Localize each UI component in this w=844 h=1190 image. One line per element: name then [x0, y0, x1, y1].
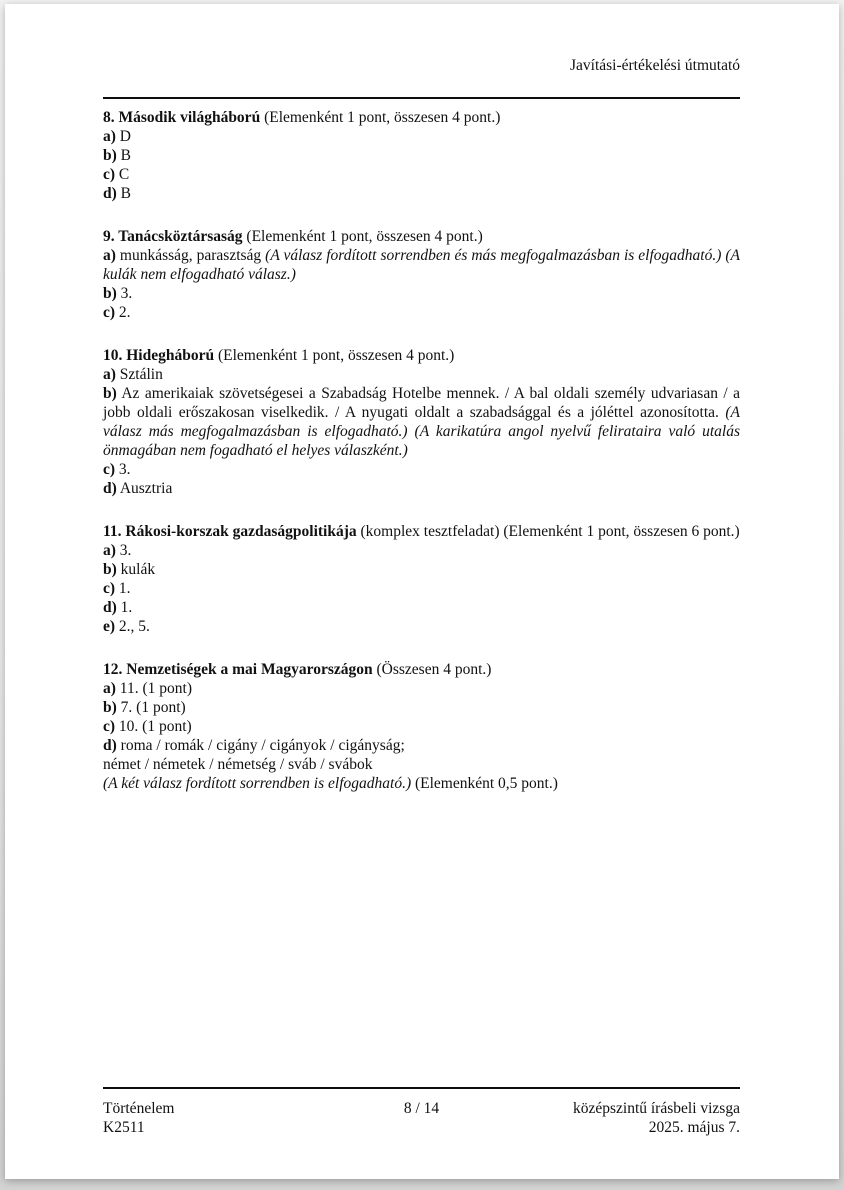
text-run: b) [103, 147, 117, 164]
answer-line [103, 284, 740, 303]
text-run: D [115, 128, 131, 145]
text-run: e) [103, 618, 116, 635]
answer-line [103, 165, 740, 184]
section-heading [103, 660, 740, 679]
text-run: munkásság, parasztság [115, 247, 266, 264]
text-run: német / németek / németség / sváb / svábok [103, 756, 373, 773]
section-9-tanacskoztarsasag [103, 227, 740, 322]
text-run: (A két válasz fordított sorrendben is elfogadható.) [103, 775, 412, 792]
text-run: C [115, 166, 130, 183]
footer-columns [103, 1089, 740, 1137]
text-run: (A válasz más megfogalmazásban is elfogadható.) (A karikatúra angol nyelvű felirataira való utalás önmagában nem fogadható el helyes válaszként.) [103, 404, 740, 459]
text-run: d) [103, 599, 117, 616]
text-run: b) [103, 385, 117, 402]
text-run: 11. Rákosi-korszak gazdaságpolitikája [103, 523, 357, 540]
text-run: c) [103, 461, 116, 478]
text-run: B [116, 185, 132, 202]
text-run: 2. [115, 304, 131, 321]
text-run: 8. Második világháború [103, 109, 261, 126]
header-right-label: Javítási-értékelési útmutató [569, 57, 740, 74]
answer-line [103, 598, 740, 617]
text-run: a) [103, 128, 116, 145]
text-run: c) [103, 304, 116, 321]
answer-line [103, 246, 740, 284]
section-heading [103, 108, 740, 127]
text-run: (Elemenként 0,5 pont.) [411, 775, 558, 792]
footer-page-number: 8 / 14 [403, 1100, 440, 1117]
text-run: d) [103, 737, 117, 754]
text-run: (Elemenként 1 pont, összesen 4 pont.) [214, 347, 455, 364]
page-header [103, 4, 740, 75]
text-run: 1. [115, 580, 131, 597]
text-run: Sztálin [115, 366, 163, 383]
text-run: a) [103, 680, 116, 697]
text-run: a) [103, 366, 116, 383]
footer-left [103, 1099, 315, 1137]
answer-line [103, 303, 740, 322]
text-run: B [116, 147, 132, 164]
answer-line [103, 679, 740, 698]
answer-line [103, 365, 740, 384]
document-page [5, 4, 839, 1179]
text-run: 2., 5. [115, 618, 150, 635]
text-run: a) [103, 247, 116, 264]
answer-line [103, 460, 740, 479]
answer-line [103, 541, 740, 560]
text-run: 10. Hidegháború [103, 347, 215, 364]
footer-exam-code: K2511 [103, 1119, 145, 1136]
answer-sections [103, 108, 740, 793]
text-run: Ausztria [116, 480, 173, 497]
footer-subject: Történelem [103, 1100, 175, 1117]
text-run: Az amerikaiak szövetségesei a Szabadság Hotelbe mennek. / A bal oldali személy udvariasan / a jobb oldali erőszakosan viselkedik. / A nyugati oldalt a szabadsággal és a jóléttel azonosította. [103, 385, 740, 421]
footer-right [528, 1099, 740, 1137]
text-run: (A válasz fordított sorrendben és más megfogalmazásban is elfogadható.) (A kulák nem elfogadható válasz.) [103, 247, 740, 283]
text-run: (komplex tesztfeladat) (Elemenként 1 pont, összesen 6 pont.) [356, 523, 740, 540]
text-run: 1. [116, 599, 133, 616]
answer-line [103, 184, 740, 203]
section-heading [103, 522, 740, 541]
answer-line [103, 736, 740, 755]
text-run: 9. Tanácsköztársaság [103, 228, 243, 245]
section-12-nemzetisegek [103, 660, 740, 793]
text-run: c) [103, 166, 116, 183]
text-run: (Összesen 4 pont.) [372, 661, 492, 678]
text-run: 12. Nemzetiségek a mai Magyarországon [103, 661, 373, 678]
answer-line [103, 774, 740, 793]
footer-exam-date: 2025. május 7. [648, 1119, 740, 1136]
text-run: b) [103, 561, 117, 578]
header-rule [103, 97, 740, 99]
text-run: a) [103, 542, 116, 559]
text-run: (Elemenként 1 pont, összesen 4 pont.) [242, 228, 483, 245]
section-8-masodik-vilaghaboru [103, 108, 740, 203]
section-10-hideghaboru [103, 346, 740, 498]
text-run: 7. (1 pont) [116, 699, 186, 716]
section-11-rakosi-korszak [103, 522, 740, 636]
footer-exam-level: középszintű írásbeli vizsga [572, 1100, 740, 1117]
page-content [103, 4, 740, 793]
answer-line [103, 579, 740, 598]
text-run: 11. (1 pont) [115, 680, 192, 697]
footer-center [315, 1099, 527, 1137]
answer-line [103, 755, 740, 774]
answer-line [103, 127, 740, 146]
text-run: kulák [116, 561, 156, 578]
text-run: roma / romák / cigány / cigányok / cigányság; [116, 737, 405, 754]
answer-line [103, 479, 740, 498]
text-run: b) [103, 699, 117, 716]
answer-line [103, 146, 740, 165]
text-run: c) [103, 718, 116, 735]
answer-line [103, 717, 740, 736]
page-footer [103, 1087, 740, 1137]
text-run: 10. (1 pont) [115, 718, 192, 735]
answer-line [103, 617, 740, 636]
text-run: 3. [115, 461, 131, 478]
text-run: c) [103, 580, 116, 597]
text-run: d) [103, 185, 117, 202]
text-run: 3. [115, 542, 132, 559]
answer-line [103, 560, 740, 579]
answer-line [103, 384, 740, 460]
section-heading [103, 227, 740, 246]
text-run: b) [103, 285, 117, 302]
answer-line [103, 698, 740, 717]
text-run: (Elemenként 1 pont, összesen 4 pont.) [260, 109, 501, 126]
text-run: d) [103, 480, 117, 497]
section-heading [103, 346, 740, 365]
text-run: 3. [116, 285, 133, 302]
